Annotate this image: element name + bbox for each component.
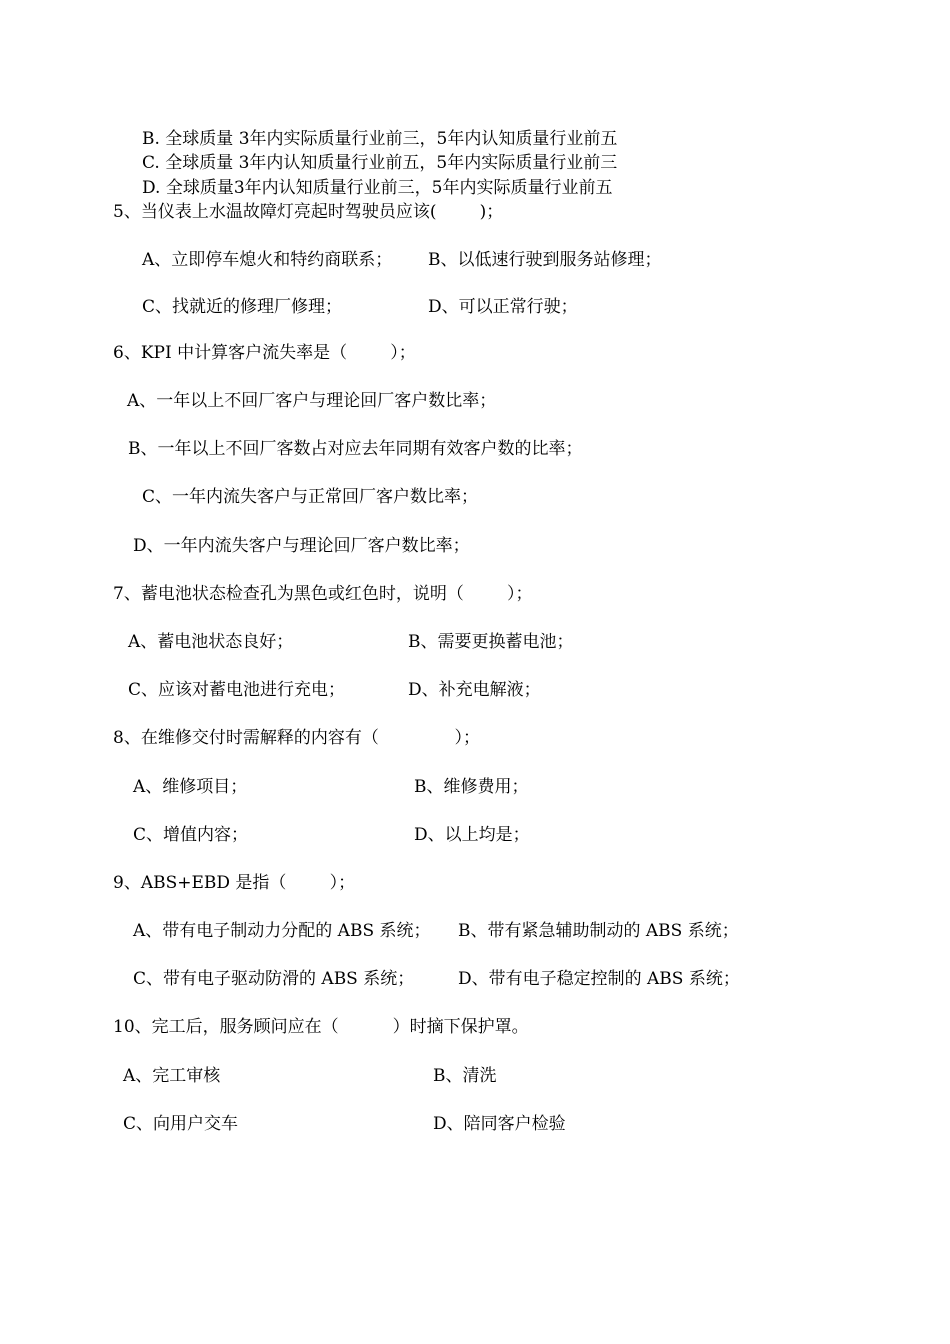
- q6-stem: 6、KPI 中计算客户流失率是（ ）；: [113, 343, 416, 363]
- q7-option-a: A、蓄电池状态良好；: [128, 632, 294, 652]
- q5-option-a: A、立即停车熄火和特约商联系；: [142, 250, 393, 270]
- q6-option-d: D、一年内流失客户与理论回厂客户数比率；: [133, 536, 470, 556]
- q9-option-b: B、带有紧急辅助制动的 ABS 系统；: [458, 921, 739, 941]
- q5-option-d: D、可以正常行驶；: [428, 297, 578, 317]
- q8-option-c: C、增值内容；: [133, 825, 249, 845]
- q10-option-b: B、清洗: [433, 1066, 497, 1086]
- q9-option-c: C、带有电子驱动防滑的 ABS 系统；: [133, 969, 415, 989]
- q5-stem: 5、当仪表上水温故障灯亮起时驾驶员应该( )；: [113, 202, 504, 222]
- q6-option-b: B、一年以上不回厂客数占对应去年同期有效客户数的比率；: [128, 439, 583, 459]
- q10-option-d: D、陪同客户检验: [433, 1114, 566, 1134]
- q7-option-b: B、需要更换蓄电池；: [408, 632, 574, 652]
- q7-option-d: D、补充电解液；: [408, 680, 541, 700]
- q4-option-d: D. 全球质量3年内认知质量行业前三，5年内实际质量行业前五: [142, 178, 613, 198]
- q9-stem: 9、ABS+EBD 是指（ ）；: [113, 873, 356, 893]
- q4-option-c: C. 全球质量 3年内认知质量行业前五，5年内实际质量行业前三: [142, 153, 618, 173]
- q6-option-c: C、一年内流失客户与正常回厂客户数比率；: [142, 487, 479, 507]
- q8-option-b: B、维修费用；: [414, 777, 529, 797]
- q5-option-c: C、找就近的修理厂修理；: [142, 297, 343, 317]
- q10-option-a: A、完工审核: [123, 1066, 221, 1086]
- q10-option-c: C、向用户交车: [123, 1114, 239, 1134]
- q10-stem: 10、完工后，服务顾问应在（ ）时摘下保护罩。: [113, 1017, 529, 1037]
- q8-stem: 8、在维修交付时需解释的内容有（ ）；: [113, 728, 480, 748]
- q6-option-a: A、一年以上不回厂客户与理论回厂客户数比率；: [127, 391, 497, 411]
- q9-option-a: A、带有电子制动力分配的 ABS 系统；: [133, 921, 431, 941]
- q7-stem: 7、蓄电池状态检查孔为黑色或红色时，说明（ ）；: [113, 584, 533, 604]
- q9-option-d: D、带有电子稳定控制的 ABS 系统；: [458, 969, 740, 989]
- q5-option-b: B、以低速行驶到服务站修理；: [428, 250, 662, 270]
- q7-option-c: C、应该对蓄电池进行充电；: [128, 680, 346, 700]
- q4-option-b: B. 全球质量 3年内实际质量行业前三，5年内认知质量行业前五: [142, 129, 618, 149]
- q8-option-d: D、以上均是；: [414, 825, 530, 845]
- q8-option-a: A、维修项目；: [133, 777, 248, 797]
